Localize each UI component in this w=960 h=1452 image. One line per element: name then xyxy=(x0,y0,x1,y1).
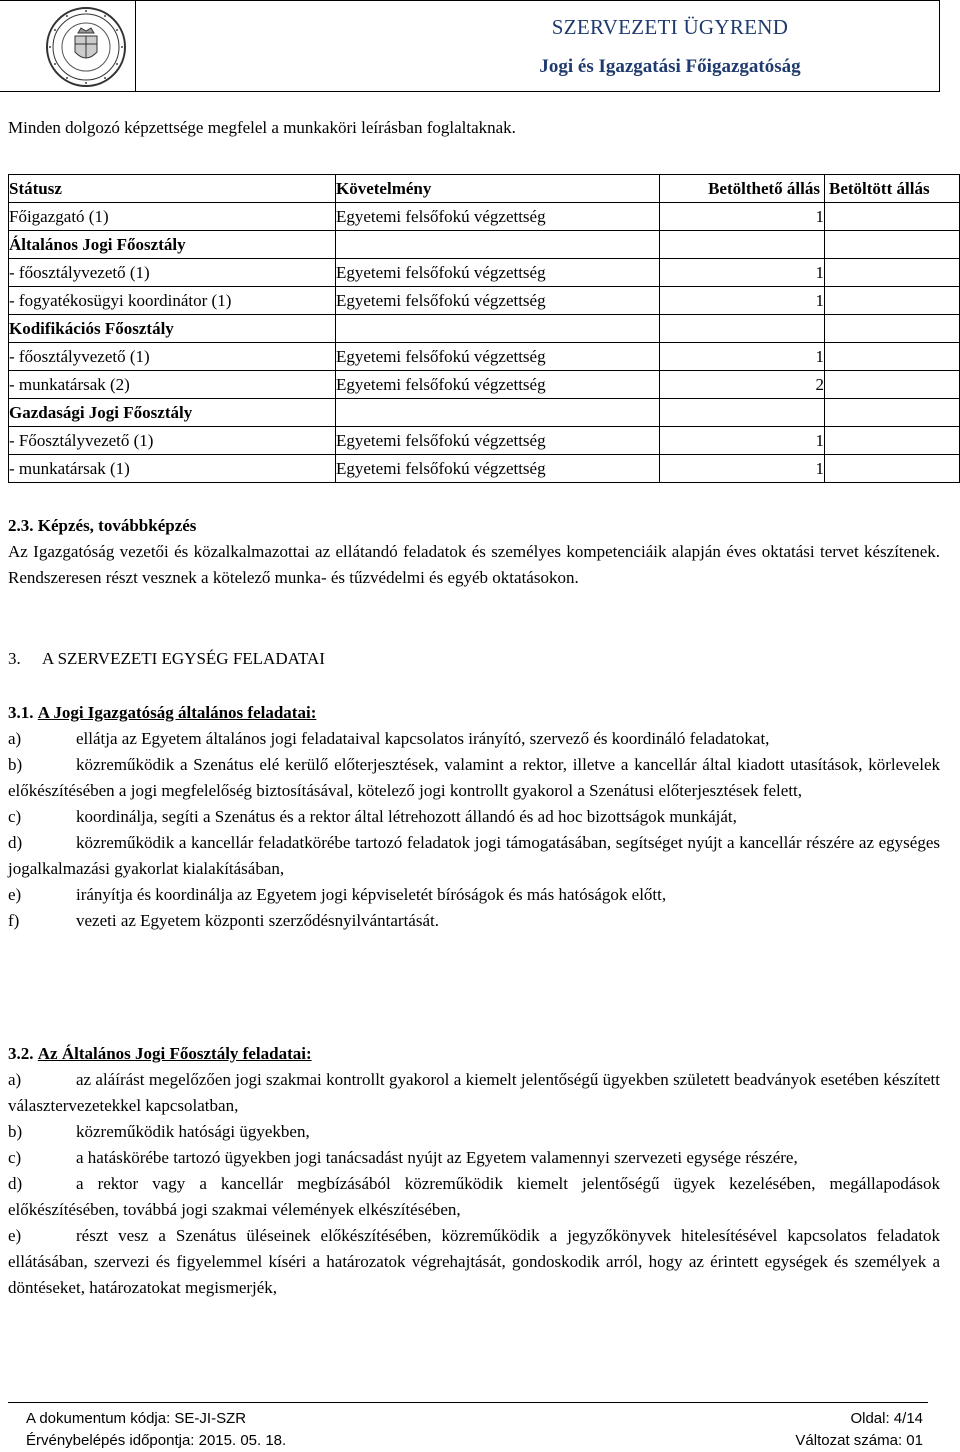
section-number: 3.1. xyxy=(8,703,34,722)
requirement-cell: Egyetemi felsőfokú végzettség xyxy=(336,203,660,231)
fillable-cell xyxy=(660,259,825,287)
item-label: e) xyxy=(8,885,22,904)
fillable-cell xyxy=(660,287,825,315)
document-title: SZERVEZETI ÜGYREND xyxy=(551,15,789,39)
filled-cell xyxy=(825,315,960,343)
section-3 xyxy=(8,646,940,672)
item-text: közreműködik a kancellár feladatkörébe tartozó feladatok jogi támogatásában, segítséget nyújt a kancellár részére az egységes jogalkalmazási gyakorlat kialakításában, xyxy=(8,833,940,878)
section-number: 3.2. xyxy=(8,1044,34,1063)
section-heading xyxy=(8,700,940,726)
status-cell: Általános Jogi Főosztály xyxy=(9,231,336,259)
logo-cell xyxy=(0,1,136,91)
item-label: b) xyxy=(8,1122,23,1141)
item-text: részt vesz a Szenátus üléseinek előkészítésében, közreműködik a jegyzőkönyvek hitelesítésével kapcsolatos feladatok ellátásában, szervezi és figyelemmel kíséri a határozatok végrehajtását, gondoskodik arról, hogy az érintett egységek és személyek a döntéseket, határozatokat megismerjék, xyxy=(8,1226,940,1297)
filled-cell xyxy=(825,259,960,287)
count-value: 2 xyxy=(815,374,824,394)
requirement-cell: Egyetemi felsőfokú végzettség xyxy=(336,343,660,371)
section-heading xyxy=(8,1041,940,1067)
section-body: Az Igazgatóság vezetői és közalkalmazottai az ellátandó feladatok és személyes kompetenciáik alapján éves oktatási tervet készítenek. Rendszeresen részt vesznek a kötelező munka- és tűzvédelmi és egyéb oktatásokon. xyxy=(8,542,940,587)
item-label: f) xyxy=(8,911,20,930)
section-2-3 xyxy=(8,513,940,591)
list-item xyxy=(8,1171,940,1223)
item-text: irányítja és koordinálja az Egyetem jogi képviseletét bíróságok és más hatóságok előtt, xyxy=(76,885,667,904)
item-label: e) xyxy=(8,1226,22,1245)
item-text: a hatáskörébe tartozó ügyekben jogi tanácsadást nyújt az Egyetem valamennyi szervezeti egysége részére, xyxy=(76,1148,798,1167)
status-cell: Kodifikációs Főosztály xyxy=(9,315,336,343)
document-header xyxy=(0,0,940,92)
table-row xyxy=(9,259,960,287)
item-text: ellátja az Egyetem általános jogi feladataival kapcsolatos irányító, szervező és koordináló feladatokat, xyxy=(76,729,770,748)
item-label: d) xyxy=(8,833,23,852)
status-cell: Főigazgató (1) xyxy=(9,203,336,231)
filled-cell xyxy=(825,203,960,231)
list-item xyxy=(8,726,940,752)
table-row xyxy=(9,203,960,231)
requirement-cell: Egyetemi felsőfokú végzettség xyxy=(336,455,660,483)
filled-cell xyxy=(825,231,960,259)
fillable-cell xyxy=(660,315,825,343)
footer-row-1 xyxy=(26,1410,923,1427)
task-list xyxy=(8,726,940,934)
count-value: 1 xyxy=(815,458,824,478)
effective-date: Érvénybelépés időpontja: 2015. 05. 18. xyxy=(26,1432,287,1449)
table-row xyxy=(9,427,960,455)
list-item xyxy=(8,882,940,908)
header-fillable: Betölthető állás xyxy=(660,175,825,203)
header-requirement: Követelmény xyxy=(336,175,660,203)
fillable-cell xyxy=(660,203,825,231)
header-filled: Betöltött állás xyxy=(825,175,960,203)
header-status: Státusz xyxy=(9,175,336,203)
requirement-cell xyxy=(336,399,660,427)
table-header-row xyxy=(9,175,960,203)
list-item xyxy=(8,1067,940,1119)
count-value: 1 xyxy=(815,262,824,282)
version-number: Változat száma: 01 xyxy=(795,1432,923,1449)
item-label: c) xyxy=(8,1148,22,1167)
fillable-cell xyxy=(660,399,825,427)
list-item xyxy=(8,804,940,830)
table-row xyxy=(9,315,960,343)
status-cell: - munkatársak (2) xyxy=(9,371,336,399)
item-text: koordinálja, segíti a Szenátus és a rektor által létrehozott állandó és ad hoc bizottságok munkáját, xyxy=(76,807,737,826)
count-value: 1 xyxy=(815,206,824,226)
list-item xyxy=(8,830,940,882)
page-number: Oldal: 4/14 xyxy=(850,1410,923,1427)
requirement-cell xyxy=(336,231,660,259)
section-3-2 xyxy=(8,1041,940,1301)
staff-table xyxy=(8,174,960,483)
item-label: a) xyxy=(8,729,22,748)
item-label: c) xyxy=(8,807,22,826)
section-heading: 3. A SZERVEZETI EGYSÉG FELADATAI xyxy=(8,649,325,668)
count-value: 1 xyxy=(815,430,824,450)
section-heading: 2.3. Képzés, továbbképzés xyxy=(8,516,197,535)
status-cell: - Főosztályvezető (1) xyxy=(9,427,336,455)
item-text: közreműködik hatósági ügyekben, xyxy=(76,1122,310,1141)
fillable-cell xyxy=(660,231,825,259)
fillable-cell xyxy=(660,343,825,371)
filled-cell xyxy=(825,343,960,371)
table-row xyxy=(9,371,960,399)
document-subtitle: Jogi és Igazgatási Főigazgatóság xyxy=(539,56,801,77)
fillable-cell xyxy=(660,427,825,455)
status-cell: - munkatársak (1) xyxy=(9,455,336,483)
table-row xyxy=(9,399,960,427)
footer-row-2 xyxy=(26,1432,923,1449)
university-seal-icon xyxy=(45,6,127,88)
item-text: közreműködik a Szenátus elé kerülő előterjesztések, valamint a rektor, illetve a kancellár által kiadott utasítások, körlevelek előkészítésében a jogi megfelelőség biztosításával, kötelező jogi kontrollt gyakorol a Szenátusi előterjesztések felett, xyxy=(8,755,940,800)
list-item xyxy=(8,908,940,934)
filled-cell xyxy=(825,371,960,399)
status-cell: - fogyatékosügyi koordinátor (1) xyxy=(9,287,336,315)
table-row xyxy=(9,455,960,483)
task-list xyxy=(8,1067,940,1301)
status-cell: Gazdasági Jogi Főosztály xyxy=(9,399,336,427)
fillable-cell xyxy=(660,455,825,483)
section-title: Az Általános Jogi Főosztály feladatai: xyxy=(37,1044,312,1063)
filled-cell xyxy=(825,427,960,455)
footer-divider xyxy=(8,1402,928,1403)
filled-cell xyxy=(825,287,960,315)
filled-cell xyxy=(825,399,960,427)
list-item xyxy=(8,1119,940,1145)
list-item xyxy=(8,1223,940,1301)
requirement-cell: Egyetemi felsőfokú végzettség xyxy=(336,259,660,287)
requirement-cell: Egyetemi felsőfokú végzettség xyxy=(336,371,660,399)
requirement-cell: Egyetemi felsőfokú végzettség xyxy=(336,287,660,315)
requirement-cell: Egyetemi felsőfokú végzettség xyxy=(336,427,660,455)
filled-cell xyxy=(825,455,960,483)
item-text: a rektor vagy a kancellár megbízásából közreműködik kiemelt jelentőségű ügyek kezelésében, megállapodások előkészítésében, továbbá jogi szakmai vélemények elkészítésében, xyxy=(8,1174,940,1219)
table-row xyxy=(9,343,960,371)
section-title: A Jogi Igazgatóság általános feladatai: xyxy=(37,703,317,722)
item-text: vezeti az Egyetem központi szerződésnyilvántartását. xyxy=(76,911,439,930)
requirement-cell xyxy=(336,315,660,343)
item-label: a) xyxy=(8,1070,22,1089)
intro-text: Minden dolgozó képzettsége megfelel a munkaköri leírásban foglaltaknak. xyxy=(8,118,516,137)
table-row xyxy=(9,287,960,315)
document-code: A dokumentum kódja: SE-JI-SZR xyxy=(26,1410,247,1427)
item-text: az aláírást megelőzően jogi szakmai kontrollt gyakorol a kiemelt jelentőségű ügyekben született beadványok esetében készített választervezetekkel kapcsolatban, xyxy=(8,1070,940,1115)
section-3-1 xyxy=(8,700,940,934)
list-item xyxy=(8,1145,940,1171)
item-label: d) xyxy=(8,1174,23,1193)
status-cell: - főosztályvezető (1) xyxy=(9,343,336,371)
fillable-cell xyxy=(660,371,825,399)
status-cell: - főosztályvezető (1) xyxy=(9,259,336,287)
count-value: 1 xyxy=(815,346,824,366)
table-row xyxy=(9,231,960,259)
count-value: 1 xyxy=(815,290,824,310)
list-item xyxy=(8,752,940,804)
item-label: b) xyxy=(8,755,23,774)
